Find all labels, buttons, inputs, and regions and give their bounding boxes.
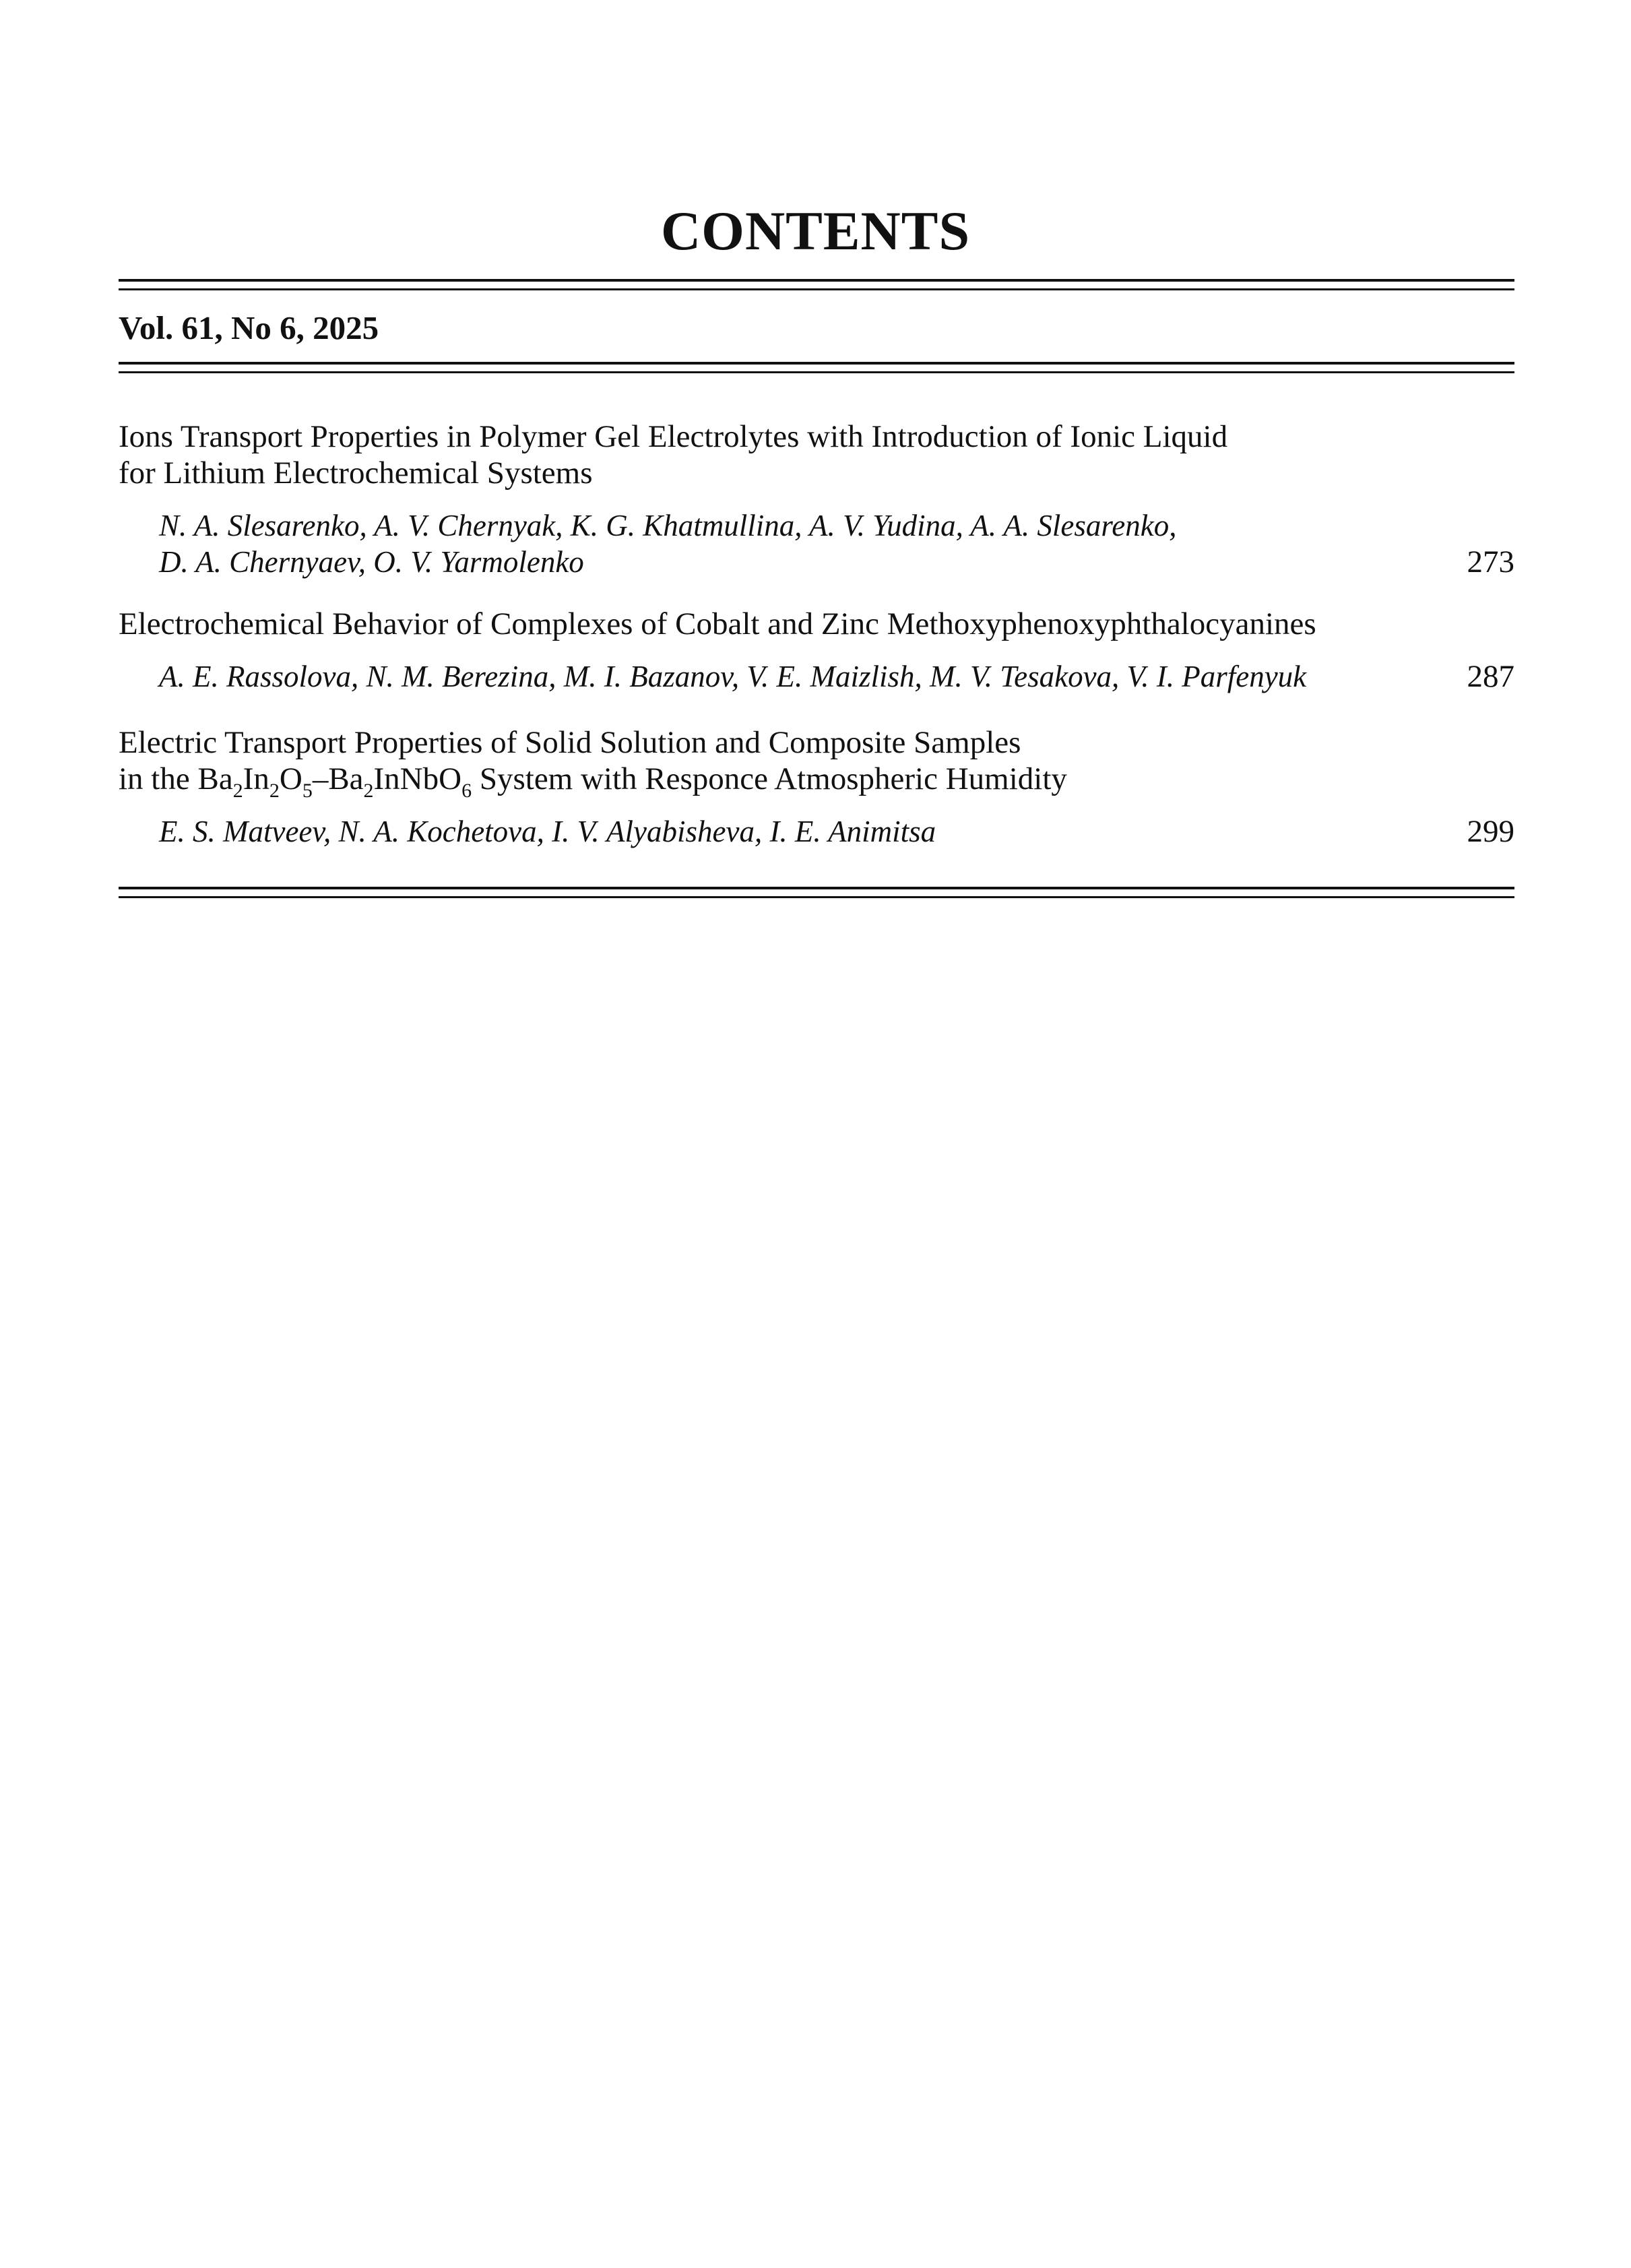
- page-number[interactable]: 287: [1467, 659, 1514, 694]
- bottom-rule-lower: [119, 896, 1514, 898]
- top-rule-upper: [119, 279, 1514, 282]
- page-number[interactable]: 299: [1467, 814, 1514, 849]
- authors-line: A. E. Rassolova, N. M. Berezina, M. I. Bazanov, V. E. Maizlish, M. V. Tesakova, V. I. Parfenyuk: [159, 660, 1307, 693]
- formula-subscript: 2: [269, 780, 280, 802]
- formula-subscript: 2: [363, 780, 374, 802]
- authors-line: E. S. Matveev, N. A. Kochetova, I. V. Alyabisheva, I. E. Animitsa: [159, 815, 936, 848]
- formula-text: –Ba: [312, 761, 364, 796]
- header-rule-upper: [119, 362, 1514, 365]
- formula-line-suffix: System with Responce Atmospheric Humidity: [472, 761, 1067, 796]
- bottom-rule-upper: [119, 887, 1514, 889]
- formula-line-prefix: in the: [119, 761, 198, 796]
- formula-subscript: 6: [461, 780, 472, 802]
- article-title[interactable]: [119, 724, 1514, 802]
- article-authors: [119, 658, 1514, 695]
- authors-line: N. A. Slesarenko, A. V. Chernyak, K. G. Khatmullina, A. V. Yudina, A. A. Slesarenko,: [159, 509, 1177, 542]
- article-title-formula-line: [119, 761, 1514, 802]
- article-authors: [119, 813, 1514, 850]
- header-rule-lower: [119, 371, 1514, 373]
- article-authors: [119, 507, 1514, 580]
- volume-issue-label: Vol. 61, No 6, 2025: [119, 309, 379, 346]
- toc-entry[interactable]: [119, 724, 1514, 850]
- formula-text: InNbO: [373, 761, 462, 796]
- formula-subscript: 5: [302, 780, 313, 802]
- chemical-formula: [197, 761, 472, 802]
- article-title-line: Electric Transport Properties of Solid Solution and Composite Samples: [119, 725, 1021, 760]
- article-title-line: for Lithium Electrochemical Systems: [119, 455, 593, 491]
- page-title: CONTENTS: [660, 200, 971, 261]
- article-title-line: Electrochemical Behavior of Complexes of Cobalt and Zinc Methoxyphenoxyphthalocyanines: [119, 606, 1316, 641]
- formula-text: O: [279, 761, 302, 796]
- article-title[interactable]: [119, 418, 1514, 491]
- article-title[interactable]: [119, 606, 1514, 642]
- top-rule-lower: [119, 288, 1514, 290]
- page-number[interactable]: 273: [1467, 544, 1514, 579]
- toc-entry[interactable]: [119, 418, 1514, 580]
- formula-subscript: 2: [232, 780, 243, 802]
- article-title-line: Ions Transport Properties in Polymer Gel Electrolytes with Introduction of Ionic Liquid: [119, 419, 1228, 454]
- toc-entry[interactable]: [119, 606, 1514, 695]
- formula-text: Ba: [197, 761, 233, 796]
- authors-line: D. A. Chernyaev, O. V. Yarmolenko: [159, 545, 584, 579]
- formula-text: In: [243, 761, 269, 796]
